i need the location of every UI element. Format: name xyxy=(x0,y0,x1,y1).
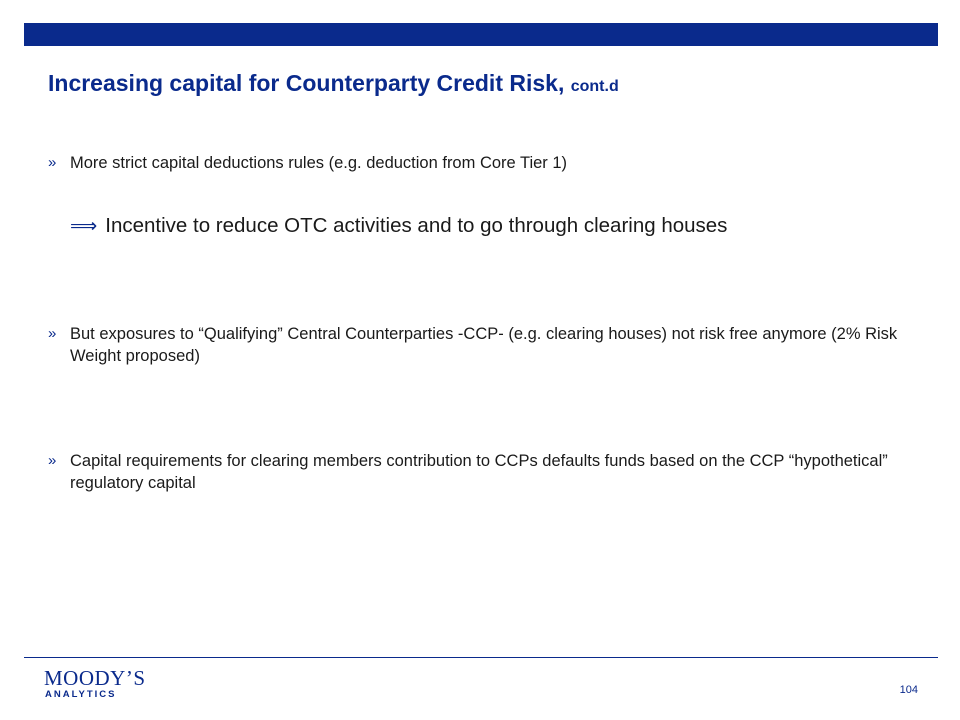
bullet-marker-icon: » xyxy=(48,325,57,342)
moodys-analytics-logo xyxy=(44,668,146,702)
bullet-item-2 xyxy=(48,323,928,367)
bullet-item-1 xyxy=(48,152,928,174)
implication-line xyxy=(70,214,727,238)
bullet-text: But exposures to “Qualifying” Central Counterparties -CCP- (e.g. clearing houses) not risk free anymore (2% Risk Weight proposed) xyxy=(70,325,898,365)
logo-line-1: MOODY’S xyxy=(44,666,146,690)
footer-divider xyxy=(24,657,938,658)
bullet-text: Capital requirements for clearing members contribution to CCPs defaults funds based on the CCP “hypothetical” regulatory capital xyxy=(70,452,888,492)
logo-line-2: ANALYTICS xyxy=(45,689,117,700)
implication-text: Incentive to reduce OTC activities and to go through clearing houses xyxy=(105,214,728,237)
bullet-item-3 xyxy=(48,450,928,494)
slide-title xyxy=(48,70,619,97)
page-number: 104 xyxy=(899,684,918,696)
slide-title-suffix: cont.d xyxy=(570,78,619,95)
slide-title-main: Increasing capital for Counterparty Credit Risk, xyxy=(48,70,571,96)
bullet-text: More strict capital deductions rules (e.g. deduction from Core Tier 1) xyxy=(70,154,568,172)
implies-arrow-icon: ⟹ xyxy=(70,216,98,237)
bullet-marker-icon: » xyxy=(48,154,57,171)
header-bar xyxy=(24,23,938,46)
bullet-marker-icon: » xyxy=(48,452,57,469)
